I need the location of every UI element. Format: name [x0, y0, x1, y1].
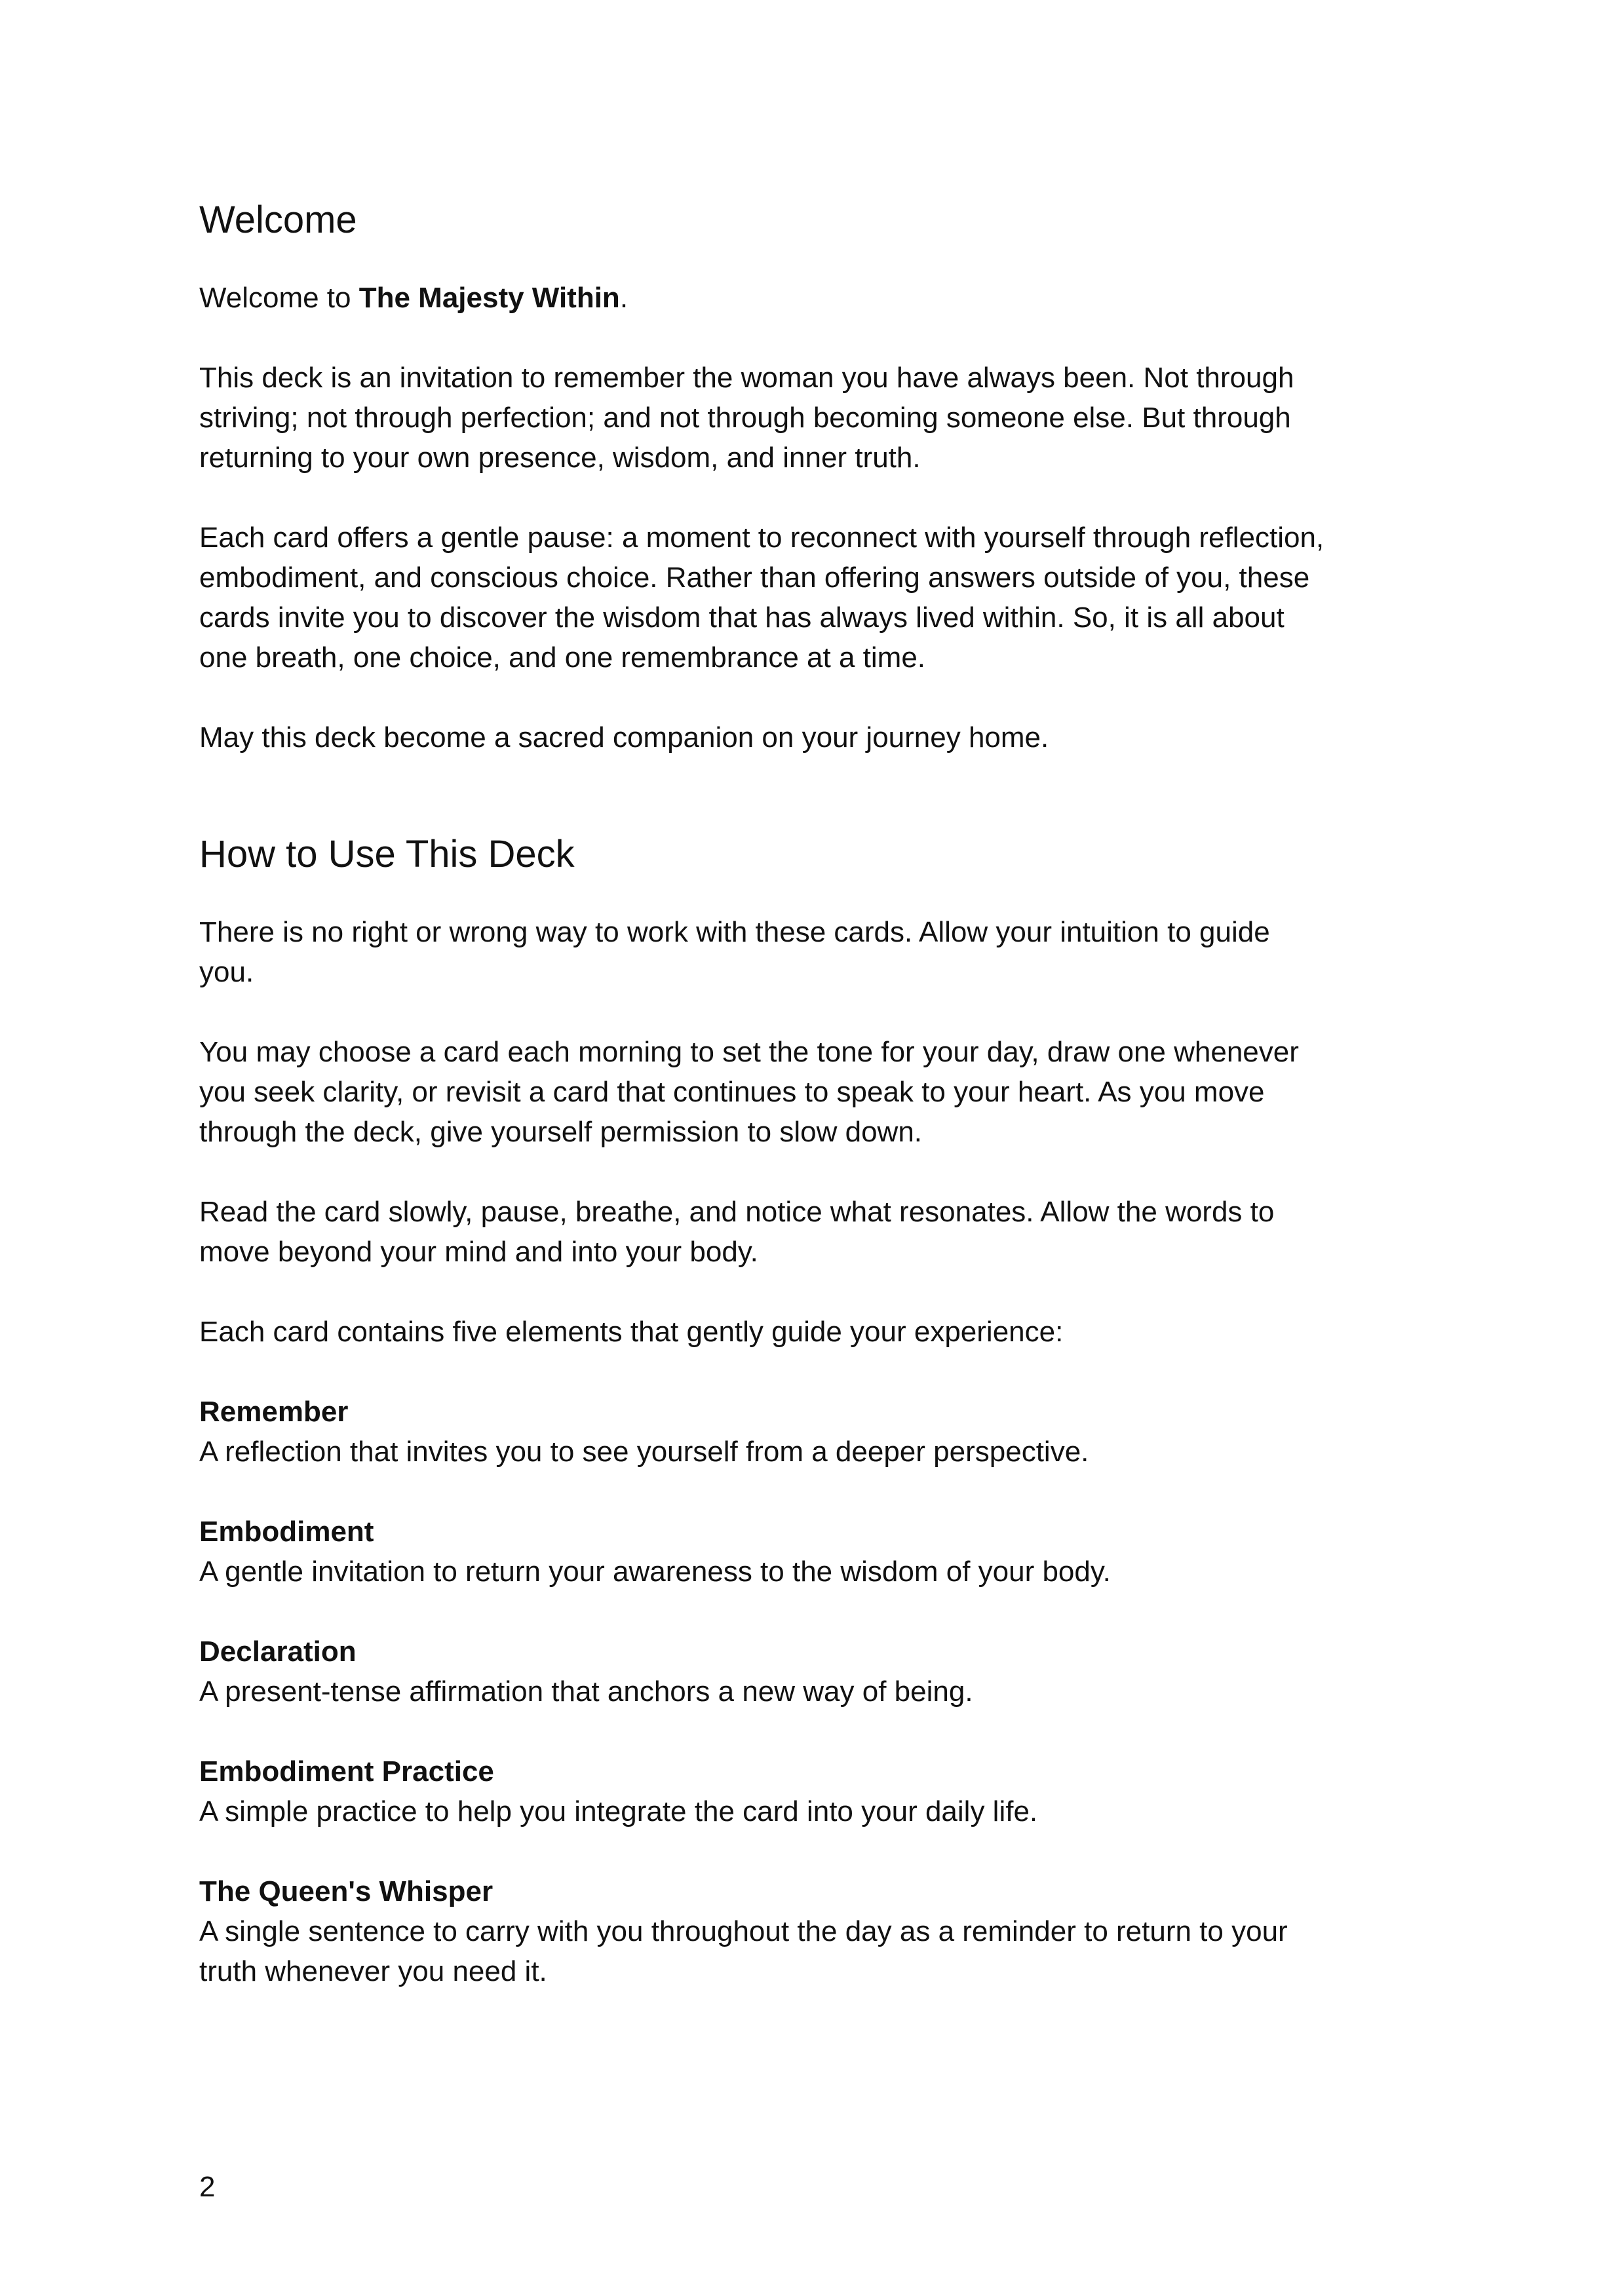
element-title: Remember: [199, 1396, 349, 1428]
welcome-paragraph: This deck is an invitation to remember the woman you have always been. Not through striving; not through perfection; and not through becoming someone else. But through returning to your own presence, wisdom, and inner truth.: [199, 362, 1294, 474]
welcome-intro-suffix: .: [619, 282, 628, 314]
welcome-intro-prefix: Welcome to: [199, 282, 359, 314]
element-title: The Queen's Whisper: [199, 1875, 493, 1907]
how-to-paragraph: You may choose a card each morning to set the tone for your day, draw one whenever you seek clarity, or revisit a card that continues to speak to your heart. As you move through the deck, give yourself permission to slow down.: [199, 1036, 1299, 1148]
element-title: Declaration: [199, 1636, 357, 1668]
deck-title: The Majesty Within: [358, 282, 620, 314]
welcome-intro: [199, 278, 1326, 318]
card-element-declaration: [199, 1632, 1326, 1712]
card-element-embodiment-practice: [199, 1751, 1326, 1831]
card-element-embodiment: [199, 1512, 1326, 1592]
element-title: Embodiment: [199, 1516, 374, 1548]
element-description: A simple practice to help you integrate the card into your daily life.: [199, 1795, 1038, 1827]
how-to-paragraph: Read the card slowly, pause, breathe, and notice what resonates. Allow the words to move beyond your mind and into your body.: [199, 1196, 1275, 1268]
card-element-queens-whisper: [199, 1871, 1326, 1991]
element-title: Embodiment Practice: [199, 1755, 494, 1788]
element-description: A single sentence to carry with you throughout the day as a reminder to return to your truth whenever you need it.: [199, 1915, 1288, 1987]
welcome-paragraph: May this deck become a sacred companion on your journey home.: [199, 721, 1049, 754]
how-to-heading: How to Use This Deck: [199, 833, 575, 875]
document-page: [199, 197, 1326, 2031]
how-to-paragraph: There is no right or wrong way to work with these cards. Allow your intuition to guide you.: [199, 916, 1270, 988]
how-to-paragraph: Each card contains five elements that gently guide your experience:: [199, 1316, 1064, 1348]
card-element-remember: [199, 1392, 1326, 1472]
element-description: A present-tense affirmation that anchors a new way of being.: [199, 1675, 973, 1708]
element-description: A reflection that invites you to see yourself from a deeper perspective.: [199, 1436, 1089, 1468]
welcome-heading: Welcome: [199, 199, 357, 241]
welcome-paragraph: Each card offers a gentle pause: a moment to reconnect with yourself through reflection, embodiment, and conscious choice. Rather than offering answers outside of you, these cards invite you to discover the wisdom that has always lived within. So, it is all about one breath, one choice, and one remembrance at a time.: [199, 522, 1324, 674]
page-number: 2: [199, 2171, 216, 2203]
element-description: A gentle invitation to return your awareness to the wisdom of your body.: [199, 1556, 1111, 1588]
